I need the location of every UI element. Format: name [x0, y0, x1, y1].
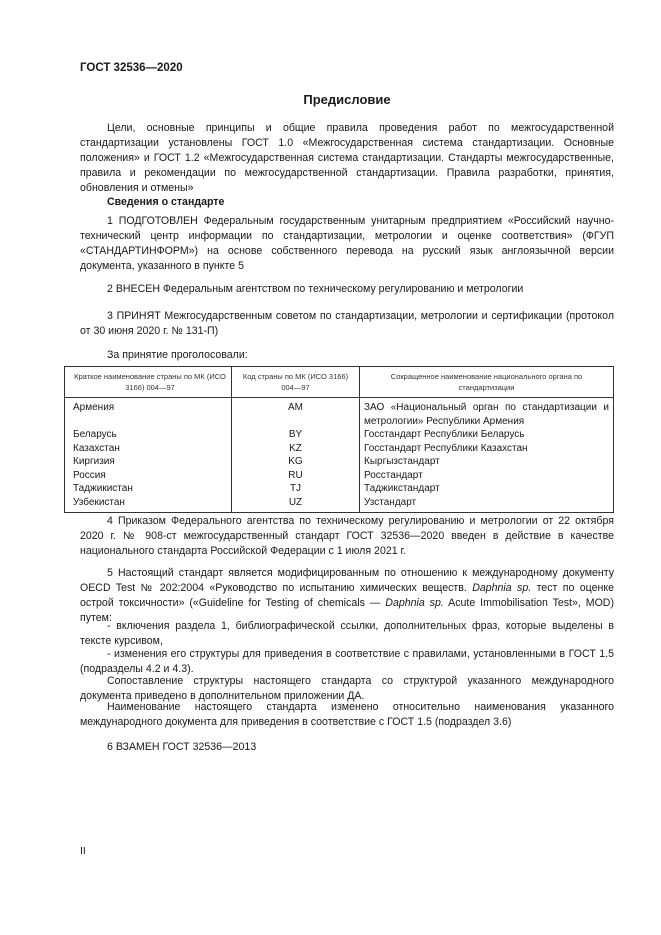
item-5-paragraph	[80, 566, 614, 626]
item-5-dash-2: - изменения его структуры для приведения в соответствие с правилами, установленными в ГОСТ 1.5 (подразделы 4.2 и 4.3).	[80, 648, 614, 675]
body-cell: Узстандарт	[360, 496, 614, 513]
country-cell: Беларусь	[65, 428, 232, 442]
table-row	[65, 428, 614, 442]
voted-label: За принятие проголосовали:	[107, 349, 248, 361]
column-header-code: Код страны по МК (ИСО 3166) 004—97	[232, 367, 360, 398]
item-5-text-mid: тест по оценке острой токсичности» («Guideline for Testing of chemicals —	[80, 582, 614, 609]
table-row	[65, 482, 614, 496]
body-cell: Росстандарт	[360, 469, 614, 483]
item-5-italic-b: Daphnia sp.	[385, 597, 444, 609]
table-row	[65, 496, 614, 513]
column-header-country: Краткое наименование страны по МК (ИСО 3166) 004—97	[65, 367, 232, 398]
item-5-italic-a: Daphnia sp.	[472, 582, 532, 594]
code-cell: KZ	[232, 442, 360, 456]
body-cell: Госстандарт Республики Казахстан	[360, 442, 614, 456]
table-row	[65, 469, 614, 483]
item-4-paragraph: 4 Приказом Федерального агентства по техническому регулированию и метрологии от 22 октября 2020 г. № 908-ст межгосударственный стандарт ГОСТ 32536—2020 введен в действие в качестве национального стандарта Российской Федерации с 1 июля 2021 г.	[80, 515, 614, 557]
body-cell: Таджикстандарт	[360, 482, 614, 496]
page-title: Предисловие	[303, 92, 391, 107]
countries-table	[64, 366, 614, 513]
item-6-paragraph: 6 ВЗАМЕН ГОСТ 32536—2013	[107, 741, 257, 753]
item-5-title-paragraph: Наименование настоящего стандарта изменено относительно наименования указанного международного документа для приведения в соответствие с ГОСТ 1.5 (подраздел 3.6)	[80, 701, 614, 728]
country-cell: Узбекистан	[65, 496, 232, 513]
code-cell: TJ	[232, 482, 360, 496]
section-heading: Сведения о стандарте	[107, 196, 225, 208]
item-5-comparison-paragraph: Сопоставление структуры настоящего стандарта со структурой указанного международного документа приведено в дополнительном приложении ДА.	[80, 675, 614, 702]
item-2-paragraph: 2 ВНЕСЕН Федеральным агентством по техническому регулированию и метрологии	[107, 283, 524, 295]
item-5-text-end: Acute Immobilisation Test», MOD) путем:	[80, 597, 614, 624]
item-5-dash-1: - включения раздела 1, библиографической ссылки, дополнительных фраз, которые выделены в тексте курсивом,	[80, 620, 614, 647]
body-cell: Кыргызстандарт	[360, 455, 614, 469]
table-header-row	[65, 367, 614, 398]
code-cell: RU	[232, 469, 360, 483]
page-number: II	[80, 845, 86, 857]
column-header-body: Сокращенное наименование национального органа по стандартизации	[360, 367, 614, 398]
code-cell: UZ	[232, 496, 360, 513]
table-row	[65, 398, 614, 429]
code-cell: KG	[232, 455, 360, 469]
table-row	[65, 455, 614, 469]
table-row	[65, 442, 614, 456]
country-cell: Армения	[65, 398, 232, 429]
body-cell: ЗАО «Национальный орган по стандартизации и метрологии» Республики Армения	[360, 398, 614, 429]
country-cell: Киргизия	[65, 455, 232, 469]
country-cell: Казахстан	[65, 442, 232, 456]
item-5-text-start: 5 Настоящий стандарт является модифицированным по отношению к международному документу OECD Test № 202:2004 «Руководство по испытанию химических веществ.	[80, 567, 614, 594]
country-cell: Россия	[65, 469, 232, 483]
body-cell: Госстандарт Республики Беларусь	[360, 428, 614, 442]
country-cell: Таджикистан	[65, 482, 232, 496]
code-cell: BY	[232, 428, 360, 442]
item-1-paragraph: 1 ПОДГОТОВЛЕН Федеральным государственным унитарным предприятием «Российский научно-технический центр информации по стандартизации, метрологии и оценке соответствия» (ФГУП «СТАНДАРТИНФОРМ») на основе собственного перевода на русский язык англоязычной версии документа, указанного в пункте 5	[80, 215, 614, 272]
item-3-paragraph: 3 ПРИНЯТ Межгосударственным советом по стандартизации, метрологии и сертификации (протокол от 30 июня 2020 г. № 131-П)	[80, 310, 614, 337]
document-code-header: ГОСТ 32536—2020	[80, 62, 183, 74]
intro-paragraph: Цели, основные принципы и общие правила проведения работ по межгосударственной стандартизации установлены ГОСТ 1.0 «Межгосударственная система стандартизации. Основные положения» и ГОСТ 1.2 «Межгосударственная система стандартизации. Стандарты межгосударственные, правила и рекомендации по межгосударственной стандартизации. Правила разработки, принятия, обновления и отмены»	[80, 122, 614, 194]
code-cell: AM	[232, 398, 360, 429]
